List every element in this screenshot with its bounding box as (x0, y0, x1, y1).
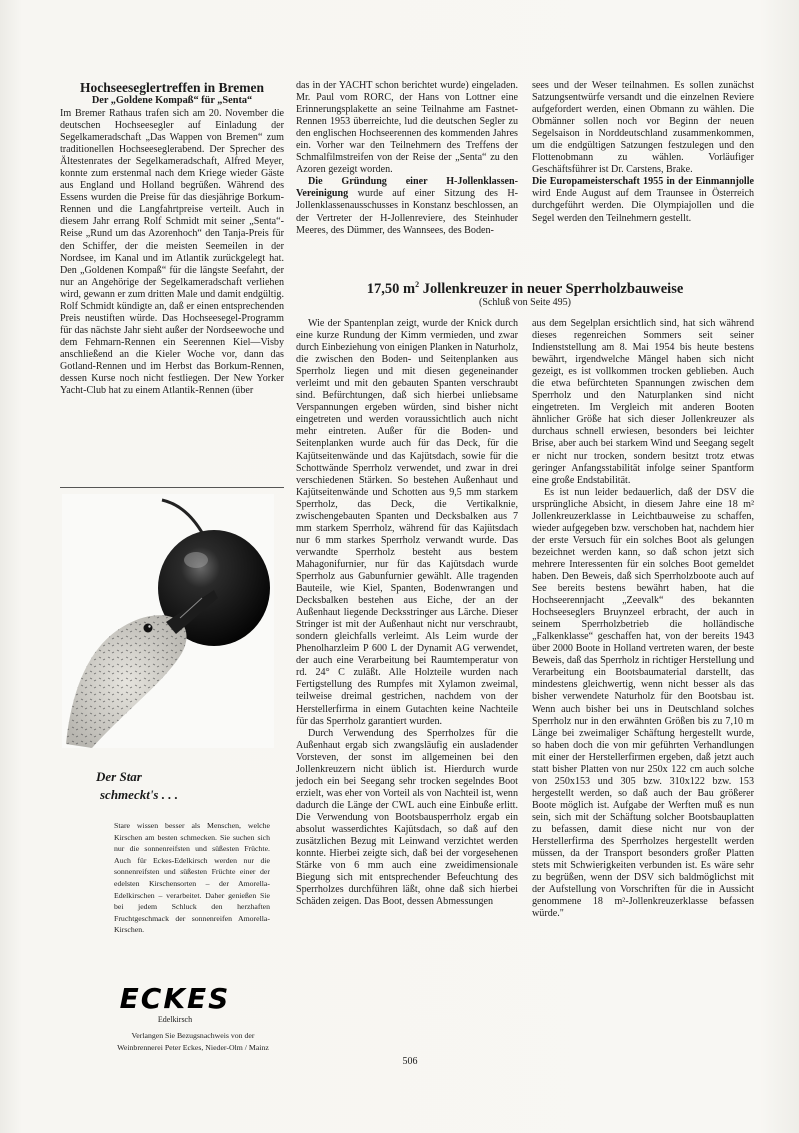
article-paragraph: Wie der Spantenplan zeigt, wurde der Knick durch eine kurze Rundung der Kimm vermieden, und zwar durch Einbeziehung von einigen Planken in Naturholz, die zwischen den Boden- und Seitenplanken aus Sperrholz liegen und mit diesen gegeneinander verleimt und mit den gebauten Spanten verschraubt sind. Befürchtungen, daß sich hierbei unliebsame Verspannungen ergeben würden, sind bisher nicht eingetreten und werden voraussichtlich auch nicht mehr eintreten. Außer für die Boden- und Seitenplanken wurde auch für das Deck, für die Kajütseitenwände und das Kajütsdach, sowie für die Schottwände Sperrholz verwendet, und zwar in drei verschiedenen Stärken. So bestehen Außenhaut und Kajütseitenwände und Schotten aus 9,5 mm starkem Sperrholz, das Deck, die Vertikalknie, zwischengebauten Spanten und Decksbalken aus 7 mm starkem Sperrholz, während für das Kajütsdach nur 6 mm starkes Sperrholz verwandt wurde. Das verwandte Sperrholz besteht aus bestem Mahagonifurnier, nur für das Kajütsdach wurde Sperrholz aus Gabunfurnier gewählt. Alle tragenden Bauteile, wie Kiel, Spanten, Bodenwrangen und Decksbalken bestehen aus Eiche, der an der Außenhaut liegende Decksstringer aus Lärche. Dieser Stringer ist mit der Außenhaut nicht nur verschraubt, sondern gleichfalls verleimt. Als Leim wurde der Phenolharzleim P 600 L der Dynamit AG verwendet, der auch eine Verarbeitung bei Raumtemperatur von rd. 24° C zuläßt. Alle Holzteile wurden nach Fertigstellung des Rumpfes mit Xylamon zweimal, teilweise dreimal gestrichen, nachdem von der Herstellerfirma in einem Gutachten keine Nachteile für das Sperrholz garantiert wurden. (296, 318, 518, 727)
article-title-part: Jollenkreuzer in neuer Sperrholzbauweise (419, 280, 684, 297)
article-paragraph: aus dem Segelplan ersichtlich sind, hat sich während dieses regenreichen Sommers seit seiner Indienststellung am 8. Mai 1954 bis heute bestens bewährt, irgendwelche Mängel haben sich nicht gezeigt, es ist vollkommen trocken geblieben. Auch die etwa befürchteten Spannungen zwischen dem Sperrholz und den Naturplanken sind nicht eingetreten. Im Vergleich mit anderen Booten ähnlicher Größe hat sich dieser Jollenkreuzer als durchaus schnell erwiesen, besonders bei leichter Brise, aber auch bei starkem Wind und Seegang segelt er nicht nur trocken, sondern besitzt trotz etwas geringer Anfangsstabilität infolge seiner Spantform eine große Endstabilität. (532, 318, 754, 486)
starling-cherry-illustration (62, 494, 274, 748)
news-paragraph: das in der YACHT schon berichtet wurde) eingeladen. Mr. Paul vom RORC, der Hans von Lottner eine Erinnerungsplakette an seine Teilnahme am Fastnet-Rennen 1953 überreichte, lud die deutschen Segler zu den englischen Hochseerennen des kommenden Jahres ein. Vorher war den Teilnehmern des Treffens der Schmalfilmstreifen von der Reise der „Senta“ zu den Azoren gezeigt worden. (296, 80, 518, 176)
ad-headline-line: schmeckt's . . . (100, 787, 178, 802)
news-lead-rest: wird Ende August auf dem Traunsee in Österreich durchgeführt werden. Die Olympiajollen und die Segel werden den Teilnehmern gestellt. (532, 188, 754, 224)
article-paragraph: Durch Verwendung des Sperrholzes für die Außenhaut ergab sich zwangsläufig ein ausladender Vorsteven, der sonst im allgemeinen bei den Jollenkreuzern nicht üblich ist. Hierdurch wurde jedoch ein bei Seegang sehr trocken segelndes Boot erzielt, was eher von Vorteil als von Nachteil ist, wenn dadurch die Länge der CWL auch eine Einbuße erlitt. Die Verwendung von Bootsbausperrholz ergab ein absolut wasserdichtes Kajütsdach, so daß auf den zusätzlichen Bezug mit Leinwand verzichtet werden konnte. Hierbei zeigte sich, daß bei der vorgesehenen Stärke von 6 mm auch eine zweidimensionale Biegung sich mit entsprechender Befeuchtung des Sperrholzes durchführen läßt, ohne daß sich hierbei Schäden zeigen. Das Boot, dessen Abmessungen (296, 727, 518, 908)
eckes-logo-subtitle: Edelkirsch (157, 1015, 193, 1024)
article-title (296, 276, 754, 298)
news-headline-bremen: Hochseeseglertreffen in Bremen (80, 80, 264, 95)
article-continuation-note: (Schluß von Seite 495) (479, 297, 571, 308)
ad-footer-text: Verlangen Sie Bezugsnachweis von der Weinbrennerei Peter Eckes, Nieder-Olm / Mainz (117, 1031, 269, 1052)
article-column-right (532, 318, 754, 920)
page-number: 506 (402, 1056, 418, 1067)
news-paragraph-h-jollen (296, 176, 518, 236)
news-column-left (60, 80, 284, 397)
article-paragraph: Es ist nun leider bedauerlich, daß der DSV die ursprüngliche Absicht, in diesem Jahre eine 18 m² Jollenkreuzerklasse in Leichtbauweise zu schaffen, wieder aufgegeben bzw. verschoben hat, nachdem hier der erste Versuch für ein solches Boot als gelungen bezeichnet werden kann, so daß schon jetzt sich mehrere Interessenten für ein solches Boot gemeldet haben. Den Beweis, daß sich Sperrholzboote auch auf See bereits bestens bewährt haben, hat die Hochseerennjacht „Zeevalk“ des bekannten Hochseeseglers Bruynzeel erbracht, der auch in seinem Sperrholzbetrieb die holländische „Falkenklasse“ geschaffen hat, von der bereits 1943 über 2000 Boote in Holland vertreten waren, der beste Beweis, daß das Sperrholz in richtiger Herstellung und Verarbeitung ein Bootsbaumaterial darstellt, das mindestens gleichwertig, wenn nicht besser als das bisher verwendete Naturholz für den Bootsbau ist. Wenn auch bisher bei uns in Deutschland solches Sperrholz nur in den erwähnten Größen bis zu 7,10 m Länge bei zweimaliger Schäftung hergestellt wurde, so haben doch die von mir geführten Verhandlungen mit einer der Herstellerfirmen ergeben, daß jetzt auch statt bisher Platten von nur 250x 122 cm auch solche von 250x153 und 305 bzw. 310x122 bzw. 153 hergestellt werden, so daß auch der Bau größerer Boote möglich ist. Aufgabe der Werften muß es nun sein, sich mit der Schäftung solcher Bootsbauplatten zu befassen, damit diese nicht nur von der Herstellerfirma des Sperrholzes hergestellt werden müssen, da der Transport besonders großer Platten stets mit Schwierigkeiten verbunden ist. Es wäre sehr zu begrüßen, wenn der DSV sich baldmöglichst mit der Aufstellung von Vorschriften für die in Aussicht genommene 18 m²-Jollenkreuzerklasse befassen würde." (532, 486, 754, 920)
article-title-part: 17,50 m (366, 280, 416, 297)
ad-divider (60, 487, 284, 488)
eckes-logo: ECKES (119, 982, 231, 1015)
news-lead-rest: wurde auf einer Sitzung des H-Jollenklassenausschusses in Konstanz beschlossen, an der Vertreter der H-Jollenreviere, des Steinhuder Meeres, des Dümmer, des Wannsees, des Boden- (296, 188, 518, 236)
news-column-right (532, 80, 754, 225)
news-lead-bold: Die Europameisterschaft 1955 in der Einmannjolle (532, 176, 754, 188)
article-title-superscript: 2 (415, 280, 420, 289)
news-column-middle (296, 80, 518, 237)
news-paragraph-europameisterschaft (532, 176, 754, 224)
news-paragraph: Im Bremer Rathaus trafen sich am 20. November die deutschen Hochseesegler auf Einladung der Segelkameradschaft „Das Wappen von Bremen“ zum traditionellen Hochseeseglerabend. Der Sprecher des Ältestenrates der Segelkameradschaft, Alfred Meyer, konnte zum erstenmal nach dem Kriege wieder Gäste aus England und Holland begrüßen. Während des Essens wurden die Preise für das diesjährige Borkum-Rennen und die Langfahrtpreise verteilt. Auch in diesem Jahr errang Rolf Schmidt mit seiner „Senta“-Reise „Rund um das Azorenhoch“ den Tanja-Preis für den Schiffer, der die meisten Seemeilen in der Nordsee, im Kanal und im Atlantik zurückgelegt hat. Den „Goldenen Kompaß“ für die längste Seefahrt, der nur an Angehörige der Segelkameradschaft verliehen wird, gewann er zum dritten Male und damit endgültig. Rolf Schmidt kündigte an, daß er einen entsprechenden Preis neustiften würde. Das Hochseesegel-Programm für das nächste Jahr sieht außer der Nordseewoche und dem Fehmarn-Rennen ein Seerennen Kiel—Visby anschließend an die Kieler Woche vor, dann das Gotland-Rennen und im Herbst das Borkum-Rennen, dessen Kurse noch nicht festliegen. Der New Yorker Yacht-Club hat zu einem Atlantik-Rennen (über (60, 108, 284, 397)
news-subheadline-bremen: Der „Goldene Kompaß“ für „Senta“ (91, 95, 253, 106)
news-paragraph: sees und der Weser teilnahmen. Es sollen zunächst Satzungsentwürfe versandt und die einzelnen Reviere aufgefordert werden, einen Obmann zu wählen. Die Obmänner sollen noch vor Beginn der neuen Segelsaison in Norddeutschland zusammenkommen, um die endgültigen Satzungen festzulegen und den Flottenobmann zu wählen. Vorläufiger Geschäftsführer ist Dr. Carstens, Brake. (532, 80, 754, 176)
ad-body-text: Stare wissen besser als Menschen, welche Kirschen am besten schmecken. Sie suchen sich nur die sonnenreifsten und süßesten Früchte. Auch für Eckes-Edelkirsch werden nur die sonnenreifsten und süßesten Früchte einer der edelsten Kirschensorten – der Amorella-Edelkirschen – verarbeitet. Daher genießen Sie bei jedem Schluck den herzhaften Fruchtgeschmack der sonnenreifen Amorella-Kirschen. (114, 821, 270, 935)
article-column-left (296, 318, 518, 908)
news-lead-bold: Die Gründung einer H-Jollenklassen-Vereinigung (296, 176, 518, 200)
ad-headline-line: Der Star (96, 769, 142, 784)
ad-headline (96, 768, 246, 804)
